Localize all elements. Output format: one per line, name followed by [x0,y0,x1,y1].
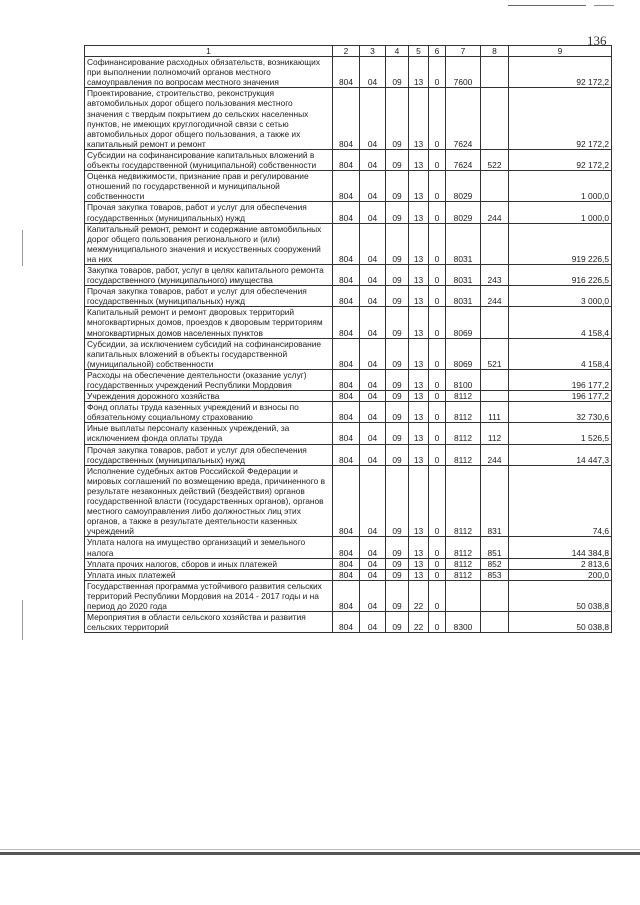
table-row [85,338,612,369]
column-header: 7 [446,46,481,57]
subprogram-code: 0 [429,465,446,537]
ministry-code: 804 [333,369,360,390]
ministry-code: 804 [333,612,360,633]
row-description: Иные выплаты персоналу казенных учреждений, за исключением фонда оплаты труда [85,423,333,444]
section-code: 04 [360,580,386,611]
target-article-code: 7624 [446,149,481,170]
subsection-code: 09 [386,286,409,307]
table-row [85,286,612,307]
ministry-code: 804 [333,307,360,338]
program-code: 13 [409,202,429,223]
table-row [85,558,612,569]
expense-type-code [481,307,509,338]
table-row [85,307,612,338]
subprogram-code: 0 [429,338,446,369]
program-code: 13 [409,286,429,307]
ministry-code: 804 [333,88,360,150]
subsection-code: 09 [386,465,409,537]
column-header: 8 [481,46,509,57]
row-description: Софинансирование расходных обязательств, возникающих при выполнении полномочий органов местного самоуправления по вопросам местного значения [85,57,333,88]
scan-edge-line [594,5,614,6]
expense-type-code: 522 [481,149,509,170]
program-code: 13 [409,465,429,537]
table-header-row [85,46,612,57]
column-header: 6 [429,46,446,57]
subprogram-code: 0 [429,223,446,264]
amount: 196 177,2 [509,391,612,402]
target-article-code: 8300 [446,612,481,633]
row-description: Капитальный ремонт и ремонт дворовых территорий многоквартирных домов, проездов к дворовым территориям многоквартирных домов населенных пунктов [85,307,333,338]
row-description: Исполнение судебных актов Российской Федерации и мировых соглашений по возмещению вреда, причиненного в результате незаконных действий (бездействия) органов государственной власти (государственных органов), органов местного самоуправления либо должностных лиц этих органов, а также в результате деятельности казенных учреждений [85,465,333,537]
row-description: Субсидии на софинансирование капитальных вложений в объекты государственной (муниципальной) собственности [85,149,333,170]
target-article-code: 8112 [446,391,481,402]
ministry-code: 804 [333,57,360,88]
expense-type-code [481,391,509,402]
target-article-code [446,580,481,611]
program-code: 13 [409,171,429,202]
subsection-code: 09 [386,338,409,369]
amount: 4 158,4 [509,307,612,338]
subprogram-code: 0 [429,369,446,390]
subprogram-code: 0 [429,202,446,223]
table-row [85,569,612,580]
program-code: 13 [409,338,429,369]
row-description: Проектирование, строительство, реконструкция автомобильных дорог общего пользования местного значения с твердым покрытием до сельских населенных пунктов, не имеющих круглогодичной связи с сетью автомобильных дорог общего пользования, а также их капитальный ремонт и ремонт [85,88,333,150]
target-article-code: 8112 [446,537,481,558]
table-row [85,423,612,444]
column-header: 9 [509,46,612,57]
subprogram-code: 0 [429,286,446,307]
subprogram-code: 0 [429,171,446,202]
subprogram-code: 0 [429,444,446,465]
table-row [85,612,612,633]
target-article-code: 8029 [446,202,481,223]
amount: 14 447,3 [509,444,612,465]
budget-table [84,45,612,633]
subprogram-code: 0 [429,580,446,611]
subsection-code: 09 [386,580,409,611]
subsection-code: 09 [386,149,409,170]
ministry-code: 804 [333,264,360,285]
section-code: 04 [360,223,386,264]
column-header: 1 [85,46,333,57]
row-description: Прочая закупка товаров, работ и услуг для обеспечения государственных (муниципальных) нужд [85,286,333,307]
section-code: 04 [360,338,386,369]
program-code: 13 [409,391,429,402]
ministry-code: 804 [333,569,360,580]
table-row [85,444,612,465]
program-code: 13 [409,307,429,338]
expense-type-code: 853 [481,569,509,580]
target-article-code: 7624 [446,88,481,150]
amount: 1 526,5 [509,423,612,444]
program-code: 13 [409,264,429,285]
table-row [85,264,612,285]
table-row [85,223,612,264]
target-article-code: 8069 [446,338,481,369]
scan-shadow-band [0,852,640,855]
amount: 92 172,2 [509,57,612,88]
table-row [85,57,612,88]
amount: 50 038,8 [509,580,612,611]
expense-type-code [481,223,509,264]
amount: 1 000,0 [509,202,612,223]
amount: 1 000,0 [509,171,612,202]
target-article-code: 8112 [446,423,481,444]
subprogram-code: 0 [429,88,446,150]
amount: 3 000,0 [509,286,612,307]
amount: 50 038,8 [509,612,612,633]
row-description: Уплата прочих налогов, сборов и иных платежей [85,558,333,569]
ministry-code: 804 [333,223,360,264]
table-body [85,57,612,633]
section-code: 04 [360,558,386,569]
expense-type-code [481,57,509,88]
table-row [85,402,612,423]
subsection-code: 09 [386,612,409,633]
page-number: 136 [587,33,607,48]
table-row [85,369,612,390]
subprogram-code: 0 [429,391,446,402]
ministry-code: 804 [333,391,360,402]
expense-type-code: 244 [481,202,509,223]
expense-type-code: 851 [481,537,509,558]
expense-type-code: 521 [481,338,509,369]
ministry-code: 804 [333,286,360,307]
target-article-code: 8029 [446,171,481,202]
target-article-code: 8112 [446,444,481,465]
program-code: 13 [409,223,429,264]
column-header: 5 [409,46,429,57]
subsection-code: 09 [386,264,409,285]
section-code: 04 [360,307,386,338]
subsection-code: 09 [386,171,409,202]
section-code: 04 [360,391,386,402]
expense-type-code: 831 [481,465,509,537]
amount: 2 813,6 [509,558,612,569]
row-description: Уплата налога на имущество организаций и земельного налога [85,537,333,558]
ministry-code: 804 [333,149,360,170]
column-header: 3 [360,46,386,57]
table-row [85,537,612,558]
amount: 196 177,2 [509,369,612,390]
program-code: 13 [409,558,429,569]
subprogram-code: 0 [429,423,446,444]
amount: 92 172,2 [509,88,612,150]
program-code: 22 [409,580,429,611]
target-article-code: 8112 [446,558,481,569]
row-description: Субсидии, за исключением субсидий на софинансирование капитальных вложений в объекты государственной (муниципальной) собственности [85,338,333,369]
amount: 32 730,6 [509,402,612,423]
row-description: Фонд оплаты труда казенных учреждений и взносы по обязательному социальному страхованию [85,402,333,423]
table-row [85,149,612,170]
target-article-code: 8031 [446,264,481,285]
row-description: Уплата иных платежей [85,569,333,580]
amount: 4 158,4 [509,338,612,369]
subprogram-code: 0 [429,57,446,88]
target-article-code: 8112 [446,402,481,423]
expense-type-code: 852 [481,558,509,569]
subprogram-code: 0 [429,569,446,580]
expense-type-code: 244 [481,444,509,465]
subprogram-code: 0 [429,264,446,285]
ministry-code: 804 [333,444,360,465]
amount: 74,6 [509,465,612,537]
ministry-code: 804 [333,338,360,369]
program-code: 13 [409,88,429,150]
expense-type-code [481,88,509,150]
section-code: 04 [360,149,386,170]
program-code: 13 [409,402,429,423]
program-code: 13 [409,444,429,465]
target-article-code: 8112 [446,465,481,537]
subprogram-code: 0 [429,307,446,338]
subsection-code: 09 [386,223,409,264]
ministry-code: 804 [333,202,360,223]
subsection-code: 09 [386,202,409,223]
subsection-code: 09 [386,444,409,465]
expense-type-code [481,369,509,390]
expense-type-code: 243 [481,264,509,285]
section-code: 04 [360,569,386,580]
amount: 919 226,5 [509,223,612,264]
table-row [85,580,612,611]
section-code: 04 [360,537,386,558]
scan-edge-line [508,5,586,6]
section-code: 04 [360,171,386,202]
ministry-code: 804 [333,580,360,611]
target-article-code: 8031 [446,286,481,307]
expense-type-code [481,612,509,633]
program-code: 13 [409,423,429,444]
ministry-code: 804 [333,171,360,202]
section-code: 04 [360,423,386,444]
row-description: Закупка товаров, работ, услуг в целях капитального ремонта государственного (муниципального) имущества [85,264,333,285]
subsection-code: 09 [386,57,409,88]
subsection-code: 09 [386,537,409,558]
section-code: 04 [360,612,386,633]
subprogram-code: 0 [429,558,446,569]
subprogram-code: 0 [429,149,446,170]
expense-type-code [481,171,509,202]
binding-mark [22,230,23,266]
target-article-code: 8031 [446,223,481,264]
target-article-code: 8112 [446,569,481,580]
program-code: 13 [409,369,429,390]
section-code: 04 [360,465,386,537]
subsection-code: 09 [386,307,409,338]
subsection-code: 09 [386,369,409,390]
subprogram-code: 0 [429,402,446,423]
row-description: Расходы на обеспечение деятельности (оказание услуг) государственных учреждений Республики Мордовия [85,369,333,390]
subprogram-code: 0 [429,537,446,558]
row-description: Государственная программа устойчивого развития сельских территорий Республики Мордовия на 2014 - 2017 годы и на период до 2020 года [85,580,333,611]
table-row [85,88,612,150]
row-description: Прочая закупка товаров, работ и услуг для обеспечения государственных (муниципальных) нужд [85,202,333,223]
binding-mark [22,600,23,640]
section-code: 04 [360,369,386,390]
table-row [85,202,612,223]
amount: 916 226,5 [509,264,612,285]
ministry-code: 804 [333,423,360,444]
ministry-code: 804 [333,537,360,558]
section-code: 04 [360,202,386,223]
program-code: 22 [409,612,429,633]
row-description: Мероприятия в области сельского хозяйства и развития сельских территорий [85,612,333,633]
program-code: 13 [409,537,429,558]
subprogram-code: 0 [429,612,446,633]
program-code: 13 [409,569,429,580]
subsection-code: 09 [386,402,409,423]
table-row [85,465,612,537]
amount: 144 384,8 [509,537,612,558]
ministry-code: 804 [333,558,360,569]
section-code: 04 [360,402,386,423]
expense-type-code: 111 [481,402,509,423]
target-article-code: 7600 [446,57,481,88]
amount: 92 172,2 [509,149,612,170]
section-code: 04 [360,286,386,307]
section-code: 04 [360,444,386,465]
scan-shadow-line [0,849,640,850]
section-code: 04 [360,57,386,88]
row-description: Прочая закупка товаров, работ и услуг для обеспечения государственных (муниципальных) нужд [85,444,333,465]
subsection-code: 09 [386,88,409,150]
expense-type-code: 244 [481,286,509,307]
subsection-code: 09 [386,569,409,580]
ministry-code: 804 [333,465,360,537]
target-article-code: 8100 [446,369,481,390]
ministry-code: 804 [333,402,360,423]
subsection-code: 09 [386,391,409,402]
target-article-code: 8069 [446,307,481,338]
row-description: Оценка недвижимости, признание прав и регулирование отношений по государственной и муниципальной собственности [85,171,333,202]
program-code: 13 [409,149,429,170]
table-row [85,391,612,402]
row-description: Капитальный ремонт, ремонт и содержание автомобильных дорог общего пользования регионального и (или) межмуниципального значения и искусственных сооружений на них [85,223,333,264]
expense-type-code [481,580,509,611]
subsection-code: 09 [386,423,409,444]
section-code: 04 [360,88,386,150]
amount: 200,0 [509,569,612,580]
row-description: Учреждения дорожного хозяйства [85,391,333,402]
program-code: 13 [409,57,429,88]
section-code: 04 [360,264,386,285]
subsection-code: 09 [386,558,409,569]
column-header: 4 [386,46,409,57]
table-row [85,171,612,202]
expense-type-code: 112 [481,423,509,444]
column-header: 2 [333,46,360,57]
